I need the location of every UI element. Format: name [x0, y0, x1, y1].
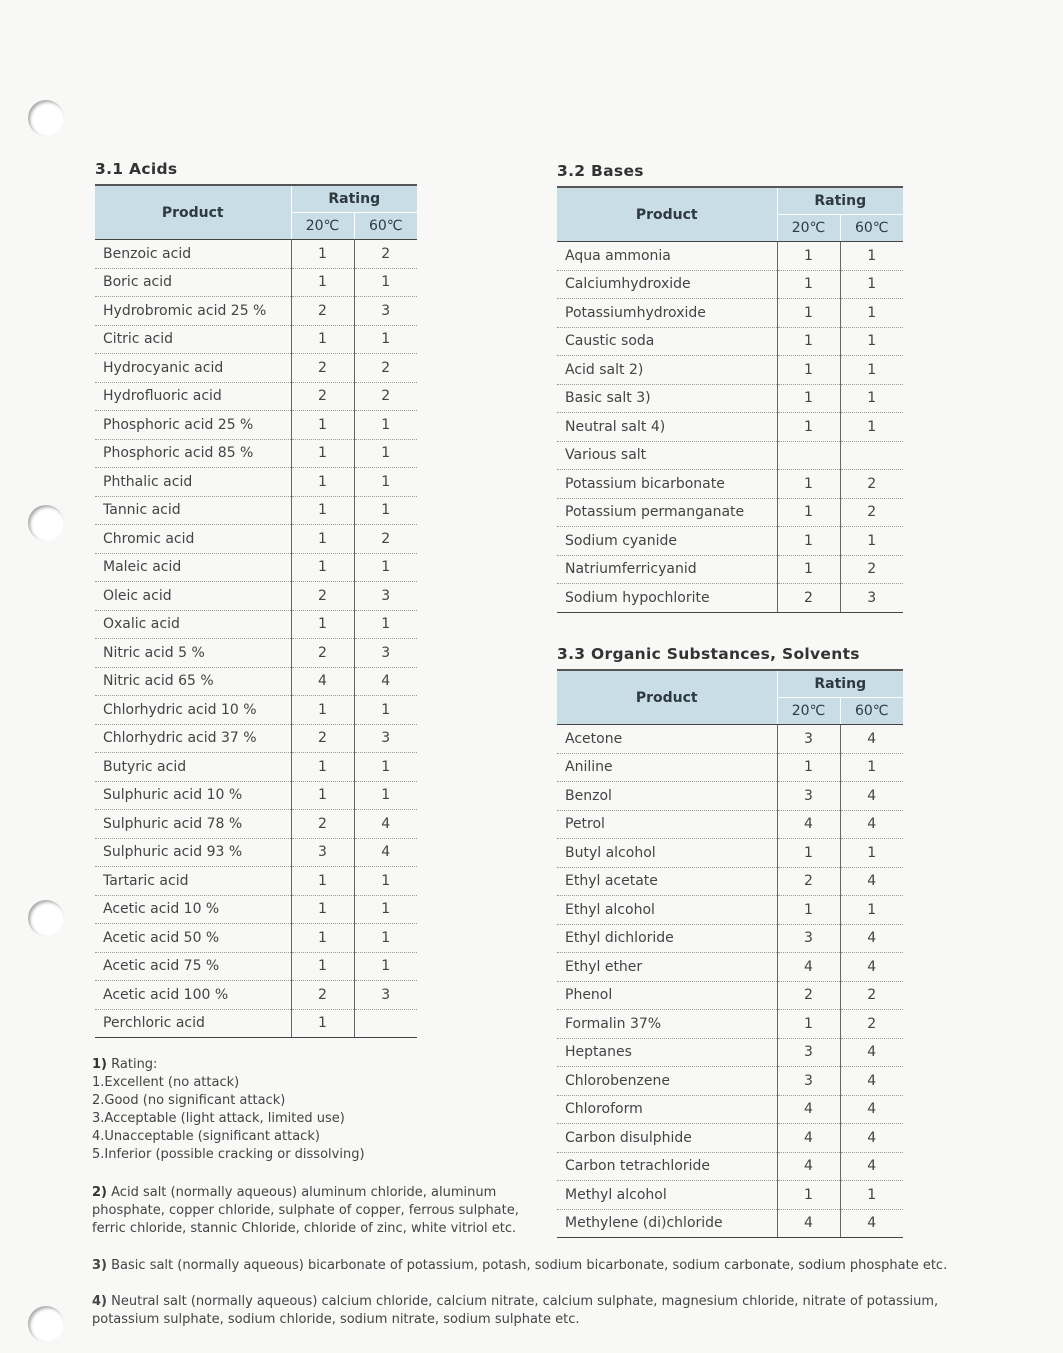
rating-20-cell: 1 [291, 439, 354, 468]
table-row [95, 810, 417, 839]
product-name-cell: Carbon tetrachloride [557, 1152, 777, 1181]
rating-line: 4.Unacceptable (significant attack) [92, 1129, 320, 1144]
product-name-cell: Nitric acid 65 % [95, 667, 291, 696]
product-name-cell: Butyl alcohol [557, 839, 777, 868]
rating-60-cell: 1 [354, 952, 417, 981]
rating-20-cell: 3 [291, 838, 354, 867]
product-name-cell: Potassium permanganate [557, 498, 777, 527]
product-header: Product [557, 670, 777, 725]
rating-20-cell: 1 [291, 268, 354, 297]
table-row [557, 555, 903, 584]
rating-20-cell: 1 [291, 325, 354, 354]
table-row [557, 1209, 903, 1238]
rating-20-cell: 1 [777, 270, 840, 299]
table-row [95, 268, 417, 297]
rating-note [92, 1056, 365, 1164]
product-name-cell: Aqua ammonia [557, 242, 777, 271]
table-row [95, 838, 417, 867]
table-row [557, 1038, 903, 1067]
table-row [95, 439, 417, 468]
table-row [95, 667, 417, 696]
rating-20-cell: 4 [777, 810, 840, 839]
rating-60-cell: 4 [354, 810, 417, 839]
table-row [95, 411, 417, 440]
acid-salt-note-text: Acid salt (normally aqueous) aluminum chloride, aluminum [111, 1185, 497, 1200]
table-row [95, 553, 417, 582]
rating-60-cell: 4 [840, 1095, 903, 1124]
table-row [557, 356, 903, 385]
product-name-cell: Acetone [557, 725, 777, 754]
rating-20-cell: 4 [291, 667, 354, 696]
product-name-cell: Acetic acid 100 % [95, 981, 291, 1010]
rating-20-cell: 1 [291, 610, 354, 639]
rating-20-cell: 4 [777, 1209, 840, 1238]
product-name-cell: Tartaric acid [95, 867, 291, 896]
table-row [95, 382, 417, 411]
table-row [557, 384, 903, 413]
product-name-cell: Ethyl ether [557, 953, 777, 982]
rating-line: 5.Inferior (possible cracking or dissolving) [92, 1147, 365, 1162]
rating-60-cell: 2 [354, 354, 417, 383]
rating-60-cell: 3 [354, 297, 417, 326]
rating-60-cell: 1 [840, 242, 903, 271]
product-name-cell: Aniline [557, 753, 777, 782]
rating-20-cell: 1 [291, 952, 354, 981]
product-name-cell: Citric acid [95, 325, 291, 354]
rating-60-cell: 1 [354, 753, 417, 782]
table-row [95, 496, 417, 525]
rating-60-cell: 1 [840, 753, 903, 782]
rating-note-title [92, 1056, 365, 1074]
rating-60-cell: 2 [840, 1010, 903, 1039]
table-row [95, 1009, 417, 1038]
note-4-label: 4) [92, 1294, 107, 1309]
rating-60-cell: 4 [840, 867, 903, 896]
product-name-cell: Phthalic acid [95, 468, 291, 497]
product-name-cell: Chlorhydric acid 37 % [95, 724, 291, 753]
product-name-cell: Potassiumhydroxide [557, 299, 777, 328]
rating-20-cell: 1 [291, 753, 354, 782]
product-name-cell: Oxalic acid [95, 610, 291, 639]
neutral-salt-note-line: potassium sulphate, sodium chloride, sodium nitrate, sodium sulphate etc. [92, 1312, 580, 1327]
rating-20-cell: 2 [777, 981, 840, 1010]
rating-60-cell: 4 [354, 838, 417, 867]
table-row [95, 724, 417, 753]
rating-20-cell: 2 [291, 582, 354, 611]
product-name-cell: Acetic acid 75 % [95, 952, 291, 981]
rating-20-cell: 1 [777, 1010, 840, 1039]
organic-section [557, 645, 903, 1238]
rating-20-cell: 2 [291, 639, 354, 668]
rating-20-cell: 1 [291, 496, 354, 525]
temp-20-header: 20℃ [291, 213, 354, 240]
rating-20-cell: 1 [291, 411, 354, 440]
rating-60-cell: 4 [840, 924, 903, 953]
acid-salt-note [92, 1184, 519, 1238]
product-name-cell: Sulphuric acid 10 % [95, 781, 291, 810]
table-row [95, 639, 417, 668]
rating-20-cell: 4 [777, 1152, 840, 1181]
rating-20-cell: 1 [777, 527, 840, 556]
product-name-cell: Sulphuric acid 93 % [95, 838, 291, 867]
rating-60-cell: 1 [354, 895, 417, 924]
bases-table-body [557, 242, 903, 613]
product-name-cell: Hydrocyanic acid [95, 354, 291, 383]
acids-table-body [95, 240, 417, 1038]
table-row [557, 782, 903, 811]
rating-60-cell: 2 [354, 382, 417, 411]
product-name-cell: Benzol [557, 782, 777, 811]
rating-20-cell: 4 [777, 1124, 840, 1153]
organic-table-body [557, 725, 903, 1238]
organic-table [557, 669, 903, 1238]
product-name-cell: Sodium cyanide [557, 527, 777, 556]
rating-60-cell: 4 [840, 1038, 903, 1067]
rating-60-cell: 1 [840, 896, 903, 925]
rating-60-cell: 4 [840, 1067, 903, 1096]
product-name-cell: Ethyl dichloride [557, 924, 777, 953]
rating-20-cell: 1 [291, 924, 354, 953]
bases-title: 3.2 Bases [557, 162, 644, 180]
rating-20-cell: 1 [291, 781, 354, 810]
product-name-cell: Nitric acid 5 % [95, 639, 291, 668]
table-row [557, 839, 903, 868]
rating-60-cell: 1 [354, 468, 417, 497]
rating-60-cell: 1 [354, 924, 417, 953]
table-row [95, 753, 417, 782]
rating-20-cell: 1 [777, 1181, 840, 1210]
rating-60-cell: 4 [354, 667, 417, 696]
product-name-cell: Chlorhydric acid 10 % [95, 696, 291, 725]
rating-20-cell: 1 [777, 384, 840, 413]
rating-20-cell: 2 [291, 382, 354, 411]
rating-line: 3.Acceptable (light attack, limited use) [92, 1111, 345, 1126]
rating-20-cell: 1 [777, 498, 840, 527]
product-name-cell: Various salt [557, 441, 777, 470]
temp-20-header: 20℃ [777, 215, 840, 242]
rating-20-cell: 2 [291, 297, 354, 326]
table-row [557, 896, 903, 925]
rating-60-cell: 2 [840, 498, 903, 527]
table-row [95, 354, 417, 383]
binder-hole [28, 100, 64, 136]
table-row [95, 781, 417, 810]
product-name-cell: Neutral salt 4) [557, 413, 777, 442]
rating-60-cell: 3 [354, 724, 417, 753]
table-row [557, 1067, 903, 1096]
table-row [557, 527, 903, 556]
rating-60-cell: 4 [840, 725, 903, 754]
rating-60-cell: 2 [354, 525, 417, 554]
rating-60-cell: 1 [840, 527, 903, 556]
product-name-cell: Hydrobromic acid 25 % [95, 297, 291, 326]
table-row [557, 810, 903, 839]
product-name-cell: Potassium bicarbonate [557, 470, 777, 499]
table-row [557, 441, 903, 470]
table-row [557, 299, 903, 328]
rating-20-cell: 2 [291, 724, 354, 753]
product-name-cell: Acetic acid 50 % [95, 924, 291, 953]
rating-60-cell: 4 [840, 953, 903, 982]
rating-20-cell: 1 [777, 753, 840, 782]
table-row [95, 240, 417, 269]
table-row [557, 924, 903, 953]
neutral-salt-note-line [92, 1293, 938, 1311]
rating-60-cell: 3 [354, 582, 417, 611]
rating-20-cell: 2 [291, 354, 354, 383]
table-row [95, 867, 417, 896]
rating-20-cell: 1 [291, 525, 354, 554]
rating-60-cell: 4 [840, 1152, 903, 1181]
rating-60-cell: 1 [840, 839, 903, 868]
rating-20-cell: 1 [777, 839, 840, 868]
product-name-cell: Maleic acid [95, 553, 291, 582]
product-name-cell: Calciumhydroxide [557, 270, 777, 299]
rating-60-cell: 1 [354, 439, 417, 468]
table-row [557, 753, 903, 782]
table-row [557, 725, 903, 754]
acid-salt-note-line [92, 1184, 519, 1202]
rating-20-cell: 2 [291, 981, 354, 1010]
rating-60-cell: 1 [354, 268, 417, 297]
rating-20-cell: 4 [777, 1095, 840, 1124]
table-row [95, 582, 417, 611]
basic-salt-note [92, 1257, 947, 1275]
product-name-cell: Benzoic acid [95, 240, 291, 269]
table-row [557, 1181, 903, 1210]
table-row [557, 470, 903, 499]
table-row [95, 325, 417, 354]
table-row [95, 924, 417, 953]
table-row [557, 498, 903, 527]
rating-60-cell: 1 [354, 411, 417, 440]
product-name-cell: Perchloric acid [95, 1009, 291, 1038]
product-name-cell: Boric acid [95, 268, 291, 297]
acid-salt-note-line: phosphate, copper chloride, sulphate of copper, ferrous sulphate, [92, 1203, 519, 1218]
product-name-cell: Chromic acid [95, 525, 291, 554]
rating-20-cell: 2 [777, 867, 840, 896]
product-name-cell: Chlorobenzene [557, 1067, 777, 1096]
organic-title: 3.3 Organic Substances, Solvents [557, 645, 860, 663]
basic-salt-note-text: Basic salt (normally aqueous) bicarbonate of potassium, potash, sodium bicarbonate, sodium carbonate, sodium phosphate etc. [111, 1258, 948, 1273]
product-name-cell: Phosphoric acid 85 % [95, 439, 291, 468]
rating-60-cell: 1 [354, 696, 417, 725]
table-row [95, 895, 417, 924]
neutral-salt-note-text: Neutral salt (normally aqueous) calcium chloride, calcium nitrate, calcium sulphate, magnesium chloride, nitrate of potassium, [111, 1294, 939, 1309]
rating-20-cell: 1 [291, 867, 354, 896]
product-name-cell: Chloroform [557, 1095, 777, 1124]
rating-20-cell: 1 [777, 242, 840, 271]
rating-20-cell: 1 [291, 468, 354, 497]
rating-20-cell: 2 [777, 584, 840, 613]
rating-header: Rating [777, 187, 903, 215]
rating-60-cell: 1 [354, 867, 417, 896]
product-name-cell: Tannic acid [95, 496, 291, 525]
rating-60-cell: 1 [840, 327, 903, 356]
product-name-cell: Ethyl alcohol [557, 896, 777, 925]
rating-line: 1.Excellent (no attack) [92, 1075, 240, 1090]
rating-20-cell: 2 [291, 810, 354, 839]
rating-20-cell: 1 [291, 240, 354, 269]
table-row [95, 696, 417, 725]
table-row [557, 867, 903, 896]
product-name-cell: Acetic acid 10 % [95, 895, 291, 924]
rating-60-cell: 2 [840, 470, 903, 499]
rating-20-cell: 1 [777, 356, 840, 385]
product-name-cell: Butyric acid [95, 753, 291, 782]
temp-60-header: 60℃ [840, 215, 903, 242]
neutral-salt-note [92, 1293, 938, 1329]
product-name-cell: Hydrofluoric acid [95, 382, 291, 411]
product-name-cell: Oleic acid [95, 582, 291, 611]
product-name-cell: Petrol [557, 810, 777, 839]
rating-60-cell [840, 441, 903, 470]
rating-60-cell: 1 [840, 384, 903, 413]
rating-60-cell: 1 [354, 553, 417, 582]
rating-60-cell: 1 [354, 610, 417, 639]
rating-60-cell: 1 [840, 270, 903, 299]
product-name-cell: Natriumferricyanid [557, 555, 777, 584]
rating-20-cell [777, 441, 840, 470]
table-row [557, 1095, 903, 1124]
product-name-cell: Acid salt 2) [557, 356, 777, 385]
rating-20-cell: 3 [777, 1038, 840, 1067]
rating-20-cell: 1 [777, 555, 840, 584]
binder-hole [28, 900, 64, 936]
table-row [95, 952, 417, 981]
binder-hole [28, 505, 64, 541]
rating-60-cell: 1 [354, 496, 417, 525]
rating-60-cell [354, 1009, 417, 1038]
product-name-cell: Sodium hypochlorite [557, 584, 777, 613]
table-row [95, 297, 417, 326]
bases-section [557, 162, 903, 613]
temp-60-header: 60℃ [354, 213, 417, 240]
rating-20-cell: 3 [777, 1067, 840, 1096]
product-name-cell: Heptanes [557, 1038, 777, 1067]
table-row [557, 981, 903, 1010]
table-row [95, 610, 417, 639]
table-row [95, 525, 417, 554]
rating-20-cell: 1 [777, 327, 840, 356]
rating-header: Rating [291, 185, 417, 213]
table-row [557, 584, 903, 613]
table-row [95, 468, 417, 497]
rating-20-cell: 3 [777, 782, 840, 811]
acids-table [95, 184, 417, 1038]
product-header: Product [95, 185, 291, 240]
table-row [557, 327, 903, 356]
note-3-label: 3) [92, 1258, 107, 1273]
rating-20-cell: 1 [777, 413, 840, 442]
rating-60-cell: 1 [840, 1181, 903, 1210]
product-name-cell: Phenol [557, 981, 777, 1010]
rating-20-cell: 1 [777, 470, 840, 499]
table-row [557, 1152, 903, 1181]
bases-table [557, 186, 903, 613]
rating-20-cell: 3 [777, 924, 840, 953]
rating-60-cell: 3 [840, 584, 903, 613]
product-name-cell: Carbon disulphide [557, 1124, 777, 1153]
rating-20-cell: 4 [777, 953, 840, 982]
rating-60-cell: 2 [354, 240, 417, 269]
table-row [95, 981, 417, 1010]
table-row [557, 1124, 903, 1153]
rating-60-cell: 4 [840, 782, 903, 811]
rating-20-cell: 1 [777, 896, 840, 925]
product-name-cell: Formalin 37% [557, 1010, 777, 1039]
acids-section [95, 160, 417, 1038]
rating-60-cell: 1 [354, 325, 417, 354]
rating-60-cell: 2 [840, 981, 903, 1010]
rating-20-cell: 3 [777, 725, 840, 754]
rating-60-cell: 4 [840, 810, 903, 839]
table-row [557, 242, 903, 271]
product-name-cell: Phosphoric acid 25 % [95, 411, 291, 440]
rating-20-cell: 1 [291, 1009, 354, 1038]
rating-60-cell: 3 [354, 981, 417, 1010]
rating-60-cell: 1 [354, 781, 417, 810]
rating-60-cell: 1 [840, 413, 903, 442]
table-row [557, 270, 903, 299]
product-header: Product [557, 187, 777, 242]
note-1-label: 1) [92, 1057, 107, 1072]
table-row [557, 413, 903, 442]
product-name-cell: Caustic soda [557, 327, 777, 356]
acids-title: 3.1 Acids [95, 160, 178, 178]
rating-60-cell: 2 [840, 555, 903, 584]
rating-60-cell: 4 [840, 1124, 903, 1153]
rating-20-cell: 1 [291, 696, 354, 725]
rating-note-heading: Rating: [111, 1057, 158, 1072]
product-name-cell: Methylene (di)chloride [557, 1209, 777, 1238]
rating-line: 2.Good (no significant attack) [92, 1093, 286, 1108]
rating-20-cell: 1 [291, 553, 354, 582]
table-row [557, 953, 903, 982]
product-name-cell: Ethyl acetate [557, 867, 777, 896]
rating-20-cell: 1 [777, 299, 840, 328]
temp-60-header: 60℃ [840, 698, 903, 725]
acid-salt-note-line: ferric chloride, stannic Chloride, chloride of zinc, white vitriol etc. [92, 1221, 517, 1236]
binder-hole [28, 1306, 64, 1342]
rating-20-cell: 1 [291, 895, 354, 924]
product-name-cell: Basic salt 3) [557, 384, 777, 413]
table-row [557, 1010, 903, 1039]
product-name-cell: Sulphuric acid 78 % [95, 810, 291, 839]
rating-header: Rating [777, 670, 903, 698]
temp-20-header: 20℃ [777, 698, 840, 725]
rating-60-cell: 1 [840, 356, 903, 385]
product-name-cell: Methyl alcohol [557, 1181, 777, 1210]
rating-60-cell: 3 [354, 639, 417, 668]
rating-60-cell: 4 [840, 1209, 903, 1238]
note-2-label: 2) [92, 1185, 107, 1200]
rating-60-cell: 1 [840, 299, 903, 328]
